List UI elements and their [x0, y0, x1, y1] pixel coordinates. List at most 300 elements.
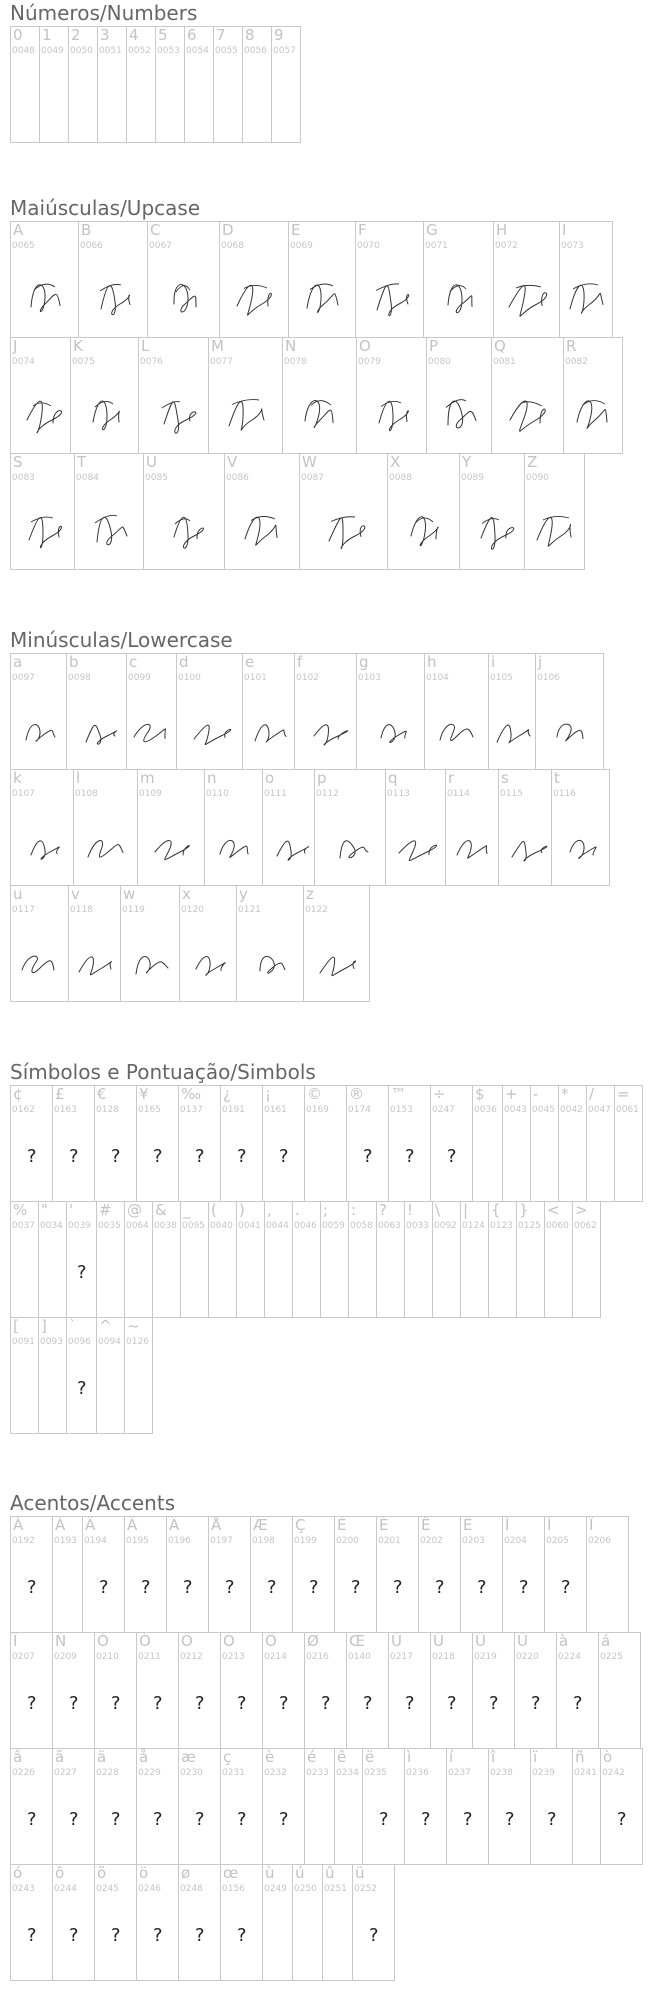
glyph-char-label: Ó — [139, 1632, 151, 1650]
glyph-code-label: 0050 — [70, 46, 93, 56]
glyph-cell — [304, 1085, 347, 1202]
glyph-cell — [271, 26, 301, 143]
glyph-code-label: 0074 — [12, 357, 35, 367]
glyph-char-label: 7 — [216, 26, 226, 44]
glyph-cell — [530, 1748, 573, 1865]
glyph-cell — [493, 221, 560, 338]
glyph-char-label: % — [13, 1201, 28, 1219]
glyph-code-label: 0214 — [264, 1652, 287, 1662]
glyph-char-label: u — [13, 885, 23, 903]
glyph-preview — [11, 274, 78, 324]
glyph-char-label: Ø — [307, 1632, 319, 1650]
glyph-code-label: 0033 — [406, 1221, 429, 1231]
script-glyph — [298, 390, 342, 436]
glyph-cell — [96, 1317, 125, 1434]
glyph-code-label: 0241 — [574, 1768, 597, 1778]
script-glyph — [162, 506, 206, 552]
glyph-preview — [11, 706, 66, 756]
glyph-cell — [10, 337, 71, 454]
glyph-code-label: 0165 — [138, 1105, 161, 1115]
glyph-cell — [74, 453, 144, 570]
missing-glyph-box: ? — [488, 1693, 499, 1714]
glyph-preview — [205, 822, 262, 872]
glyph-code-label: 0063 — [378, 1221, 401, 1231]
script-glyph — [450, 822, 494, 868]
glyph-code-label: 0104 — [426, 673, 449, 683]
glyph-cell — [488, 653, 536, 770]
glyph-char-label: î — [491, 1748, 496, 1766]
glyph-char-label: l — [76, 769, 81, 787]
glyph-preview — [295, 706, 356, 756]
missing-glyph-box: ? — [236, 1809, 247, 1830]
missing-glyph-box: ? — [362, 1146, 373, 1167]
glyph-code-label: 0089 — [461, 473, 484, 483]
numbers-grid — [10, 26, 296, 142]
glyph-code-label: 0156 — [222, 1884, 245, 1894]
glyph-char-label: ¢ — [13, 1085, 23, 1103]
glyph-cell — [52, 1864, 95, 1981]
glyph-cell — [220, 1632, 263, 1749]
glyph-char-label: d — [179, 653, 189, 671]
glyph-cell — [10, 1864, 53, 1981]
glyph-cell — [334, 1516, 377, 1633]
glyph-char-label: Î — [589, 1516, 594, 1534]
glyph-cell — [147, 221, 220, 338]
glyph-cell — [292, 1516, 335, 1633]
glyph-code-label: 0045 — [532, 1105, 555, 1115]
glyph-code-label: 0115 — [500, 789, 523, 799]
missing-glyph-box: ? — [420, 1809, 431, 1830]
missing-glyph-box: ? — [194, 1146, 205, 1167]
glyph-char-label: - — [533, 1085, 539, 1103]
missing-glyph-box: ? — [278, 1809, 289, 1830]
script-glyph — [23, 274, 67, 320]
glyph-cell — [224, 453, 300, 570]
glyph-code-label: 0162 — [12, 1105, 35, 1115]
script-glyph — [564, 274, 608, 320]
glyph-code-label: 0120 — [181, 905, 204, 915]
glyph-preview — [357, 390, 426, 440]
glyph-preview — [243, 706, 294, 756]
glyph-code-label: 0043 — [504, 1105, 527, 1115]
glyph-cell — [614, 1085, 643, 1202]
glyph-char-label: õ — [97, 1864, 107, 1882]
glyph-cell — [178, 1632, 221, 1749]
accents-section — [10, 1490, 627, 1980]
glyph-cell — [94, 1085, 137, 1202]
glyph-cell — [39, 26, 69, 143]
glyph-cell — [472, 1085, 503, 1202]
glyph-cell — [10, 1632, 53, 1749]
script-glyph — [506, 390, 550, 436]
glyph-preview — [79, 274, 147, 324]
glyph-preview — [209, 390, 282, 440]
glyph-cell — [38, 1201, 67, 1318]
glyph-cell — [356, 653, 425, 770]
glyph-cell — [70, 337, 139, 454]
glyph-code-label: 0085 — [145, 473, 168, 483]
glyph-preview — [357, 706, 424, 756]
glyph-code-label: 0243 — [12, 1884, 35, 1894]
glyph-cell — [66, 1317, 97, 1434]
glyph-preview — [427, 390, 491, 440]
glyph-cell — [598, 1632, 641, 1749]
glyph-char-label: é — [307, 1748, 317, 1766]
glyph-code-label: 0116 — [553, 789, 576, 799]
script-glyph — [315, 938, 359, 984]
script-glyph — [300, 274, 344, 320]
glyph-char-label: ) — [239, 1201, 245, 1219]
glyph-char-label: Í — [547, 1516, 552, 1534]
glyph-preview — [492, 390, 563, 440]
glyph-code-label: 0037 — [12, 1221, 35, 1231]
glyph-char-label: # — [99, 1201, 112, 1219]
glyph-cell — [10, 885, 69, 1002]
glyph-cell — [472, 1632, 515, 1749]
glyph-code-label: 0094 — [98, 1337, 121, 1347]
glyph-preview — [127, 706, 176, 756]
glyph-char-label: ã — [55, 1748, 65, 1766]
glyph-char-label: = — [617, 1085, 630, 1103]
script-glyph — [548, 706, 592, 752]
glyph-code-label: 0212 — [180, 1652, 203, 1662]
glyph-char-label: 0 — [13, 26, 23, 44]
glyph-cell — [556, 1632, 599, 1749]
missing-glyph-box: ? — [320, 1693, 331, 1714]
glyph-code-label: 0076 — [140, 357, 163, 367]
script-glyph — [162, 274, 206, 320]
missing-glyph-box: ? — [392, 1577, 403, 1598]
glyph-cell — [292, 1201, 321, 1318]
glyph-code-label: 0137 — [180, 1105, 203, 1115]
glyph-char-label: ¥ — [139, 1085, 149, 1103]
glyph-char-label: C — [150, 221, 161, 239]
glyph-char-label: T — [77, 453, 87, 471]
glyph-char-label: 9 — [274, 26, 284, 44]
glyph-preview — [560, 274, 612, 324]
glyph-char-label: z — [306, 885, 314, 903]
glyph-char-label: I — [562, 221, 567, 239]
glyph-char-label: Ô — [181, 1632, 193, 1650]
glyph-char-label: i — [491, 653, 496, 671]
glyph-code-label: 0204 — [504, 1536, 527, 1546]
glyph-char-label: k — [13, 769, 22, 787]
glyph-code-label: 0112 — [316, 789, 339, 799]
glyph-char-label: H — [496, 221, 508, 239]
glyph-cell — [288, 221, 356, 338]
missing-glyph-box: ? — [404, 1146, 415, 1167]
glyph-preview — [263, 822, 314, 872]
glyph-code-label: 0062 — [574, 1221, 597, 1231]
glyph-code-label: 0035 — [98, 1221, 121, 1231]
missing-glyph-box: ? — [194, 1925, 205, 1946]
glyph-code-label: 0121 — [238, 905, 261, 915]
glyph-code-label: 0038 — [154, 1221, 177, 1231]
glyph-code-label: 0239 — [532, 1768, 555, 1778]
section-title-numbers: Números/Numbers — [10, 1, 198, 25]
glyph-char-label: ® — [349, 1085, 364, 1103]
glyph-code-label: 0098 — [68, 673, 91, 683]
missing-glyph-box: ? — [236, 1925, 247, 1946]
glyph-cell — [446, 1748, 489, 1865]
glyph-char-label: o — [265, 769, 275, 787]
glyph-char-label: 4 — [129, 26, 139, 44]
script-glyph — [533, 506, 577, 552]
glyph-char-label: Z — [527, 453, 538, 471]
glyph-code-label: 0228 — [96, 1768, 119, 1778]
missing-glyph-box: ? — [98, 1577, 109, 1598]
missing-glyph-box: ? — [68, 1925, 79, 1946]
glyph-code-label: 0083 — [12, 473, 35, 483]
glyph-char-label: â — [13, 1748, 23, 1766]
glyph-cell — [176, 653, 243, 770]
glyph-code-label: 0224 — [558, 1652, 581, 1662]
glyph-char-label: j — [538, 653, 543, 671]
glyph-char-label: O — [359, 337, 371, 355]
glyph-char-label: ‰ — [181, 1085, 202, 1103]
glyph-code-label: 0070 — [357, 241, 380, 251]
glyph-code-label: 0090 — [526, 473, 549, 483]
glyph-char-label: Ù — [391, 1632, 402, 1650]
glyph-char-label: @ — [127, 1201, 142, 1219]
glyph-code-label: 0091 — [12, 1337, 35, 1347]
glyph-cell — [586, 1085, 615, 1202]
glyph-code-label: 0082 — [565, 357, 588, 367]
missing-glyph-box: ? — [152, 1693, 163, 1714]
glyph-code-label: 0163 — [54, 1105, 77, 1115]
glyph-code-label: 0233 — [306, 1768, 329, 1778]
glyph-char-label: ? — [379, 1201, 387, 1219]
glyph-code-label: 0218 — [432, 1652, 455, 1662]
glyph-char-label: É — [379, 1516, 389, 1534]
glyph-code-label: 0103 — [358, 673, 381, 683]
glyph-preview — [11, 390, 70, 440]
missing-glyph-box: ? — [530, 1693, 541, 1714]
script-glyph — [87, 506, 131, 552]
script-glyph — [84, 822, 128, 868]
glyph-cell — [385, 769, 446, 886]
script-glyph — [370, 390, 414, 436]
glyph-code-label: 0205 — [546, 1536, 569, 1546]
glyph-char-label: L — [141, 337, 150, 355]
glyph-char-label: 3 — [100, 26, 110, 44]
glyph-cell — [136, 1748, 179, 1865]
glyph-char-label: Ç — [295, 1516, 306, 1534]
glyph-char-label: e — [245, 653, 255, 671]
glyph-code-label: 0219 — [474, 1652, 497, 1662]
missing-glyph-box: ? — [68, 1693, 79, 1714]
glyph-code-label: 0237 — [448, 1768, 471, 1778]
glyph-code-label: 0197 — [210, 1536, 233, 1546]
glyph-code-label: 0206 — [588, 1536, 611, 1546]
glyph-code-label: 0058 — [350, 1221, 373, 1231]
glyph-preview — [237, 938, 303, 988]
glyph-code-label: 0227 — [54, 1768, 77, 1778]
glyph-char-label: 6 — [187, 26, 197, 44]
glyph-char-label: v — [71, 885, 80, 903]
glyph-preview — [460, 506, 524, 556]
glyph-cell — [178, 1748, 221, 1865]
glyph-char-label: Â — [85, 1516, 96, 1534]
glyph-char-label: ë — [365, 1748, 375, 1766]
glyph-cell — [346, 1085, 389, 1202]
missing-glyph-box: ? — [350, 1577, 361, 1598]
glyph-preview — [315, 822, 385, 872]
glyph-code-label: 0048 — [12, 46, 35, 56]
script-glyph — [248, 938, 292, 984]
glyph-cell — [73, 769, 138, 886]
glyph-cell — [208, 1201, 237, 1318]
missing-glyph-box: ? — [152, 1146, 163, 1167]
glyph-char-label: © — [307, 1085, 322, 1103]
missing-glyph-box: ? — [236, 1693, 247, 1714]
glyph-preview — [499, 822, 551, 872]
glyph-char-label: t — [554, 769, 560, 787]
missing-glyph-box: ? — [182, 1577, 193, 1598]
glyph-char-label: ¡ — [265, 1085, 272, 1103]
glyph-char-label: œ — [223, 1864, 239, 1882]
glyph-cell — [94, 1864, 137, 1981]
glyph-code-label: 0246 — [138, 1884, 161, 1894]
glyph-char-label: q — [388, 769, 398, 787]
glyph-code-label: 0064 — [126, 1221, 149, 1231]
glyph-char-label: : — [351, 1201, 357, 1219]
glyph-cell — [52, 1632, 95, 1749]
glyph-char-label: J — [13, 337, 18, 355]
glyph-char-label: 1 — [42, 26, 52, 44]
glyph-code-label: 0055 — [215, 46, 238, 56]
missing-glyph-box: ? — [572, 1693, 583, 1714]
missing-glyph-box: ? — [194, 1693, 205, 1714]
glyph-char-label: ( — [211, 1201, 217, 1219]
glyph-code-label: 0067 — [149, 241, 172, 251]
glyph-cell — [220, 1864, 263, 1981]
glyph-cell — [294, 653, 357, 770]
glyph-cell — [262, 1085, 305, 1202]
glyph-code-label: 0161 — [264, 1105, 287, 1115]
glyph-preview — [121, 938, 179, 988]
glyph-char-label: ä — [97, 1748, 107, 1766]
glyph-code-label: 0078 — [284, 357, 307, 367]
glyph-char-label: ' — [69, 1201, 74, 1219]
glyph-code-label: 0220 — [516, 1652, 539, 1662]
glyph-preview — [144, 506, 224, 556]
glyph-cell — [10, 1317, 39, 1434]
glyph-cell — [488, 1748, 531, 1865]
glyph-char-label: Y — [462, 453, 472, 471]
glyph-cell — [355, 221, 424, 338]
symbols-grid — [10, 1085, 639, 1433]
glyph-cell — [52, 1085, 95, 1202]
glyph-cell — [262, 769, 315, 886]
glyph-char-label: p — [317, 769, 327, 787]
glyph-cell — [68, 885, 121, 1002]
glyph-char-label: ü — [355, 1864, 365, 1882]
glyph-cell — [544, 1516, 587, 1633]
glyph-code-label: 0118 — [70, 905, 93, 915]
glyph-cell — [320, 1201, 349, 1318]
glyph-char-label: A — [13, 221, 24, 239]
glyph-code-label: 0072 — [495, 241, 518, 251]
script-glyph — [17, 706, 61, 752]
glyph-code-label: 0097 — [12, 673, 35, 683]
glyph-cell — [376, 1516, 419, 1633]
script-glyph — [304, 706, 348, 752]
glyph-code-label: 0230 — [180, 1768, 203, 1778]
glyph-char-label: ` — [69, 1317, 77, 1335]
glyph-preview — [356, 274, 423, 324]
glyph-code-label: 0084 — [76, 473, 99, 483]
glyph-char-label: & — [155, 1201, 167, 1219]
glyph-code-label: 0213 — [222, 1652, 245, 1662]
accents-grid — [10, 1516, 627, 1980]
missing-glyph-box: ? — [368, 1925, 379, 1946]
missing-glyph-box: ? — [76, 1262, 87, 1283]
glyph-code-label: 0117 — [12, 905, 35, 915]
glyph-preview — [525, 506, 584, 556]
glyph-code-label: 0249 — [264, 1884, 287, 1894]
glyph-char-label: ù — [265, 1864, 275, 1882]
script-glyph — [503, 822, 547, 868]
glyph-cell — [68, 26, 98, 143]
glyph-cell — [404, 1748, 447, 1865]
glyph-cell — [242, 26, 272, 143]
glyph-char-label: Ñ — [55, 1632, 67, 1650]
glyph-cell — [535, 653, 604, 770]
missing-glyph-box: ? — [308, 1577, 319, 1598]
glyph-code-label: 0093 — [40, 1337, 63, 1347]
glyph-char-label: h — [427, 653, 437, 671]
glyph-code-label: 0211 — [138, 1652, 161, 1662]
glyph-char-label: ¿ — [223, 1085, 231, 1103]
glyph-code-label: 0061 — [616, 1105, 639, 1115]
glyph-char-label: ~ — [127, 1317, 140, 1335]
glyph-cell — [530, 1085, 559, 1202]
missing-glyph-box: ? — [446, 1146, 457, 1167]
glyph-code-label: 0140 — [348, 1652, 371, 1662]
glyph-char-label: û — [325, 1864, 335, 1882]
missing-glyph-box: ? — [26, 1693, 37, 1714]
missing-glyph-box: ? — [378, 1809, 389, 1830]
glyph-cell — [404, 1201, 433, 1318]
glyph-code-label: 0060 — [546, 1221, 569, 1231]
glyph-cell — [502, 1516, 545, 1633]
glyph-code-label: 0251 — [324, 1884, 347, 1894]
glyph-cell — [180, 1201, 209, 1318]
glyph-code-label: 0153 — [390, 1105, 413, 1115]
glyph-cell — [352, 1864, 395, 1981]
glyph-char-label: È — [337, 1516, 347, 1534]
glyph-cell — [299, 453, 388, 570]
glyph-char-label: F — [358, 221, 367, 239]
glyph-cell — [10, 1201, 39, 1318]
glyph-cell — [362, 1748, 405, 1865]
glyph-char-label: | — [463, 1201, 469, 1219]
glyph-preview — [74, 822, 137, 872]
glyph-char-label: Ä — [169, 1516, 180, 1534]
glyph-code-label: 0044 — [266, 1221, 289, 1231]
glyph-char-label: à — [559, 1632, 569, 1650]
glyph-cell — [418, 1516, 461, 1633]
glyph-cell — [356, 337, 427, 454]
script-glyph — [402, 506, 446, 552]
missing-glyph-box: ? — [362, 1693, 373, 1714]
glyph-code-label: 0087 — [301, 473, 324, 483]
glyph-char-label: ç — [223, 1748, 232, 1766]
glyph-char-label: ! — [407, 1201, 414, 1219]
glyph-char-label: € — [97, 1085, 107, 1103]
script-glyph — [328, 822, 372, 868]
